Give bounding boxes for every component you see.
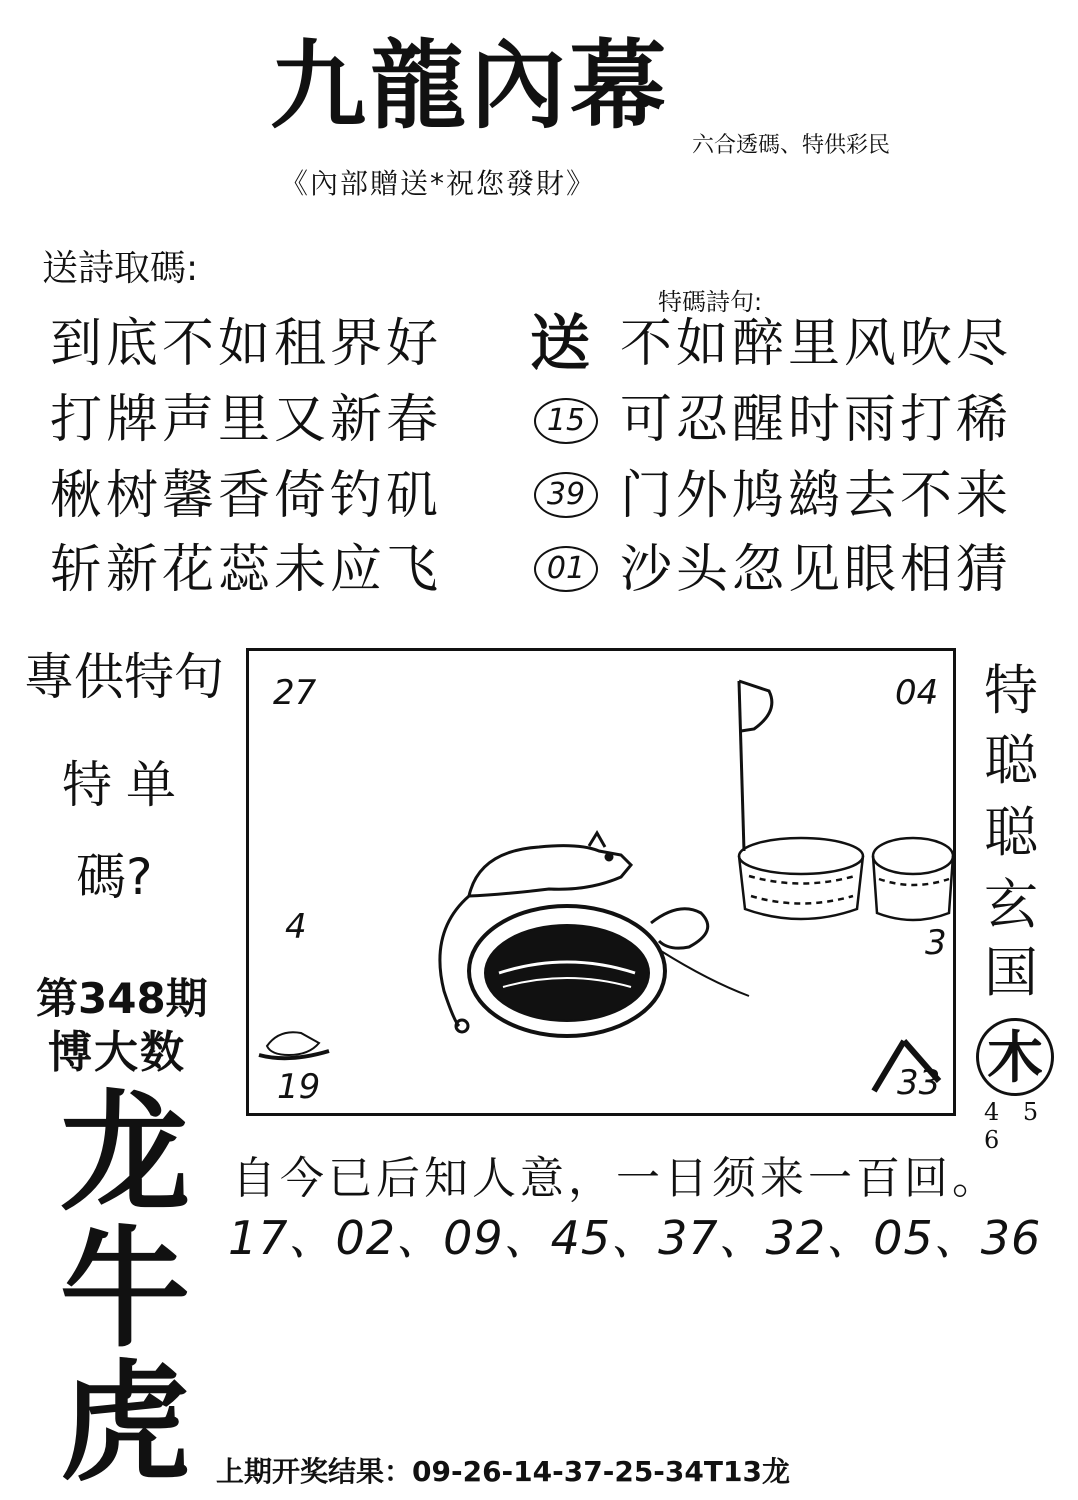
wood-digits: 4 5 6: [984, 1098, 1047, 1154]
special-sentence-label: 專供特句: [24, 648, 224, 706]
poem-line-3: 楸树馨香倚钓矶: [50, 466, 443, 526]
right-char-4: 玄: [984, 873, 1038, 936]
circled-number-1: 15: [534, 398, 598, 444]
watermelon-icon: [469, 906, 749, 1036]
previous-result: 上期开奖结果：09-26-14-37-25-34T13龙: [216, 1455, 790, 1488]
circled-number-2: 39: [534, 472, 598, 518]
right-char-5: 国: [984, 941, 1038, 1004]
poem-heading: 送詩取碼:: [42, 248, 199, 289]
special-single-label: 特单: [62, 756, 190, 814]
wood-element-badge: 木: [976, 1018, 1054, 1096]
subtitle: 《內部贈送*祝您發財》: [280, 167, 597, 200]
side-note: 六合透碼、特供彩民: [692, 133, 891, 158]
teju-heading: 特碼詩句:: [658, 288, 763, 316]
circled-number-3: 01: [534, 546, 598, 592]
issue-number: 第348期: [36, 974, 208, 1023]
zodiac-ox: 牛: [60, 1212, 191, 1365]
teju-line-3: 门外鸠鹚去不来: [620, 466, 1013, 526]
hidden-number-right: 3: [925, 923, 947, 963]
teju-line-4: 沙头忽见眼相猜: [620, 540, 1013, 600]
number-list: 17、02、09、45、37、32、05、36: [228, 1211, 1042, 1265]
zodiac-tiger: 虎: [60, 1346, 191, 1499]
page-title: 九龍內幕: [270, 29, 670, 142]
zodiac-dragon: 龙: [60, 1076, 191, 1229]
corner-number-bl: 19: [277, 1067, 321, 1107]
poem-line-4: 斩新花蕊未应飞: [50, 540, 443, 600]
code-question-label: 碼?: [76, 848, 153, 906]
send-marker: 送: [530, 309, 590, 379]
right-char-2: 聪: [984, 729, 1038, 792]
poem-line-2: 打牌声里又新春: [50, 390, 443, 450]
teju-line-1: 不如醉里风吹尽: [620, 314, 1013, 374]
right-char-1: 特: [984, 659, 1038, 722]
hidden-number-left: 4: [285, 907, 307, 947]
bosu-label: 博大数: [48, 1027, 186, 1078]
corner-number-br: 33: [897, 1063, 941, 1103]
right-char-3: 聪: [984, 801, 1038, 864]
poem-line-1: 到底不如租界好: [50, 314, 443, 374]
flag-icon: [739, 681, 772, 851]
small-rat-icon: [259, 1032, 329, 1058]
basket-icon: [739, 838, 953, 920]
corner-number-tr: 04: [895, 673, 939, 713]
picture-frame: [246, 648, 956, 1116]
teju-line-2: 可忍醒时雨打稀: [620, 390, 1013, 450]
corner-number-tl: 27: [273, 673, 317, 713]
cartoon-illustration: [249, 651, 953, 1113]
verse-line: 自今已后知人意，一日须来一百回。: [232, 1153, 1000, 1204]
